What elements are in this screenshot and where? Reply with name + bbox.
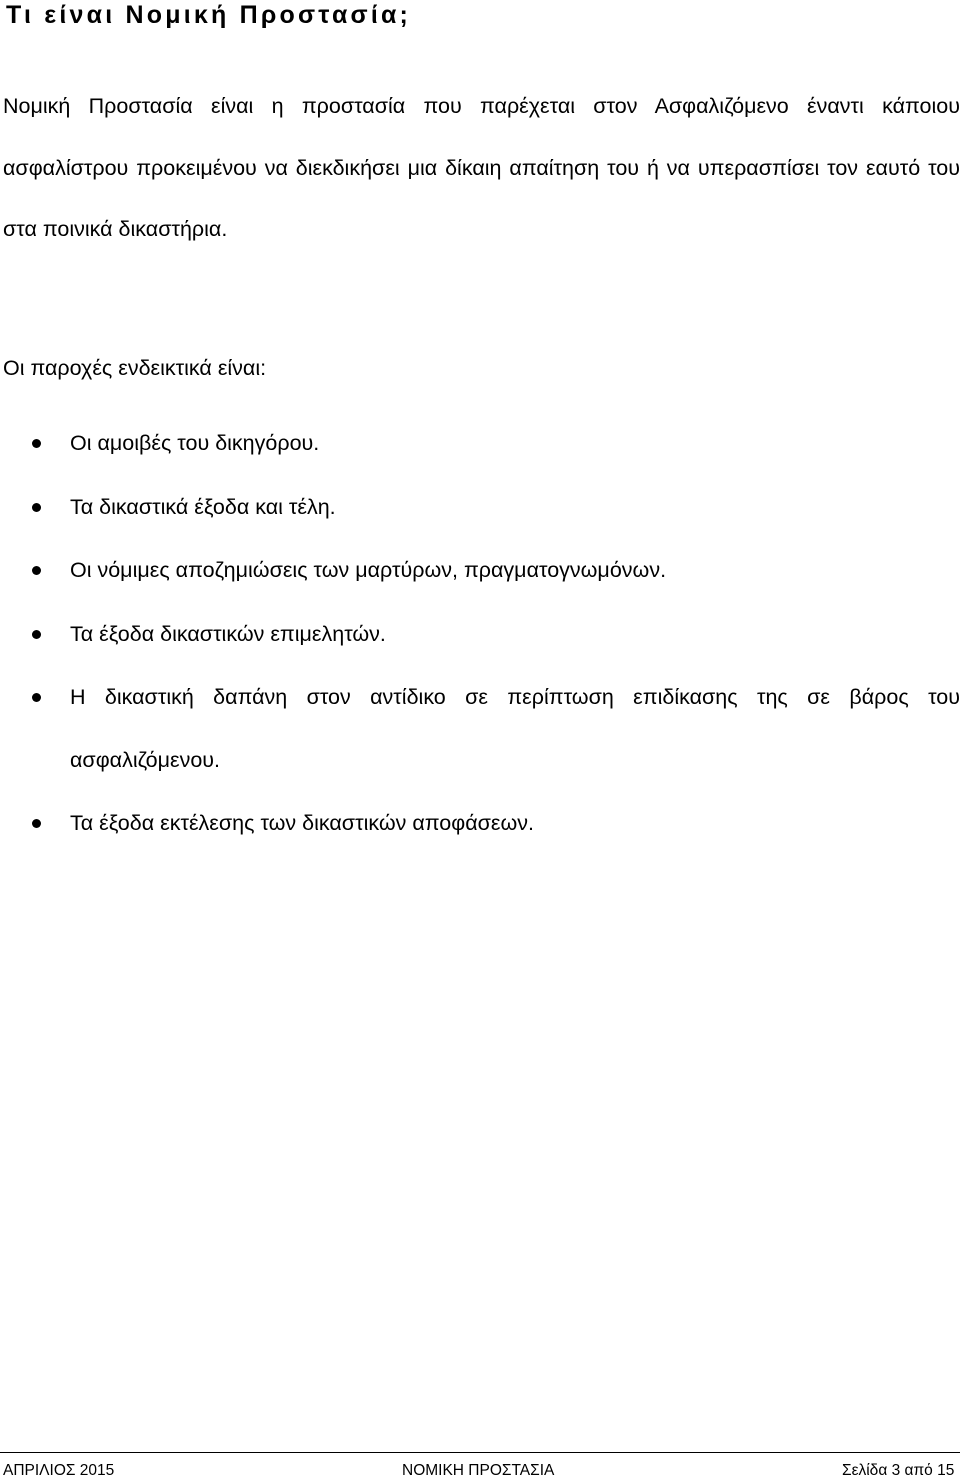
list-item (0, 603, 960, 666)
intro-paragraph: Νομική Προστασία είναι η προστασία που παρέχεται στον Ασφαλιζόμενο έναντι κάποιου ασφαλίστρου προκειμένου να διεκδικήσει μια δίκαιη απαίτηση του ή να υπερασπίσει τον εαυτό του στα ποινικά δικαστήρια. (3, 94, 960, 241)
page-title: Τι είναι Νομική Προστασία; (6, 1, 412, 29)
list-item (0, 666, 960, 791)
bullet-icon (32, 566, 41, 575)
footer-page-number: Σελίδα 3 από 15 (842, 1462, 955, 1479)
bullet-icon (32, 693, 41, 702)
footer-date: ΑΠΡΙΛΙΟΣ 2015 (3, 1462, 115, 1479)
list-item-text: Η δικαστική δαπάνη στον αντίδικο σε περίπτωση επιδίκασης της σε βάρος του ασφαλιζόμενου. (70, 685, 960, 772)
list-item (0, 792, 960, 855)
list-item-text: Οι νόμιμες αποζημιώσεις των μαρτύρων, πραγματογνωμόνων. (70, 558, 667, 582)
list-item-text: Τα δικαστικά έξοδα και τέλη. (70, 494, 336, 519)
list-item-text: Οι αμοιβές του δικηγόρου. (70, 431, 320, 455)
bullet-icon (32, 630, 41, 639)
bullet-icon (32, 819, 41, 828)
benefits-list (0, 424, 960, 868)
bullet-icon (32, 503, 41, 512)
footer-divider (0, 1452, 960, 1453)
footer-document-title: ΝΟΜΙΚΗ ΠΡΟΣΤΑΣΙΑ (402, 1462, 555, 1479)
benefits-intro: Οι παροχές ενδεικτικά είναι: (3, 356, 267, 380)
list-item-text: Τα έξοδα εκτέλεσης των δικαστικών αποφάσεων. (70, 811, 534, 835)
list-item (0, 476, 960, 539)
list-item-text: Τα έξοδα δικαστικών επιμελητών. (70, 621, 386, 646)
bullet-icon (32, 439, 41, 448)
list-item (0, 539, 960, 602)
list-item (0, 412, 960, 475)
